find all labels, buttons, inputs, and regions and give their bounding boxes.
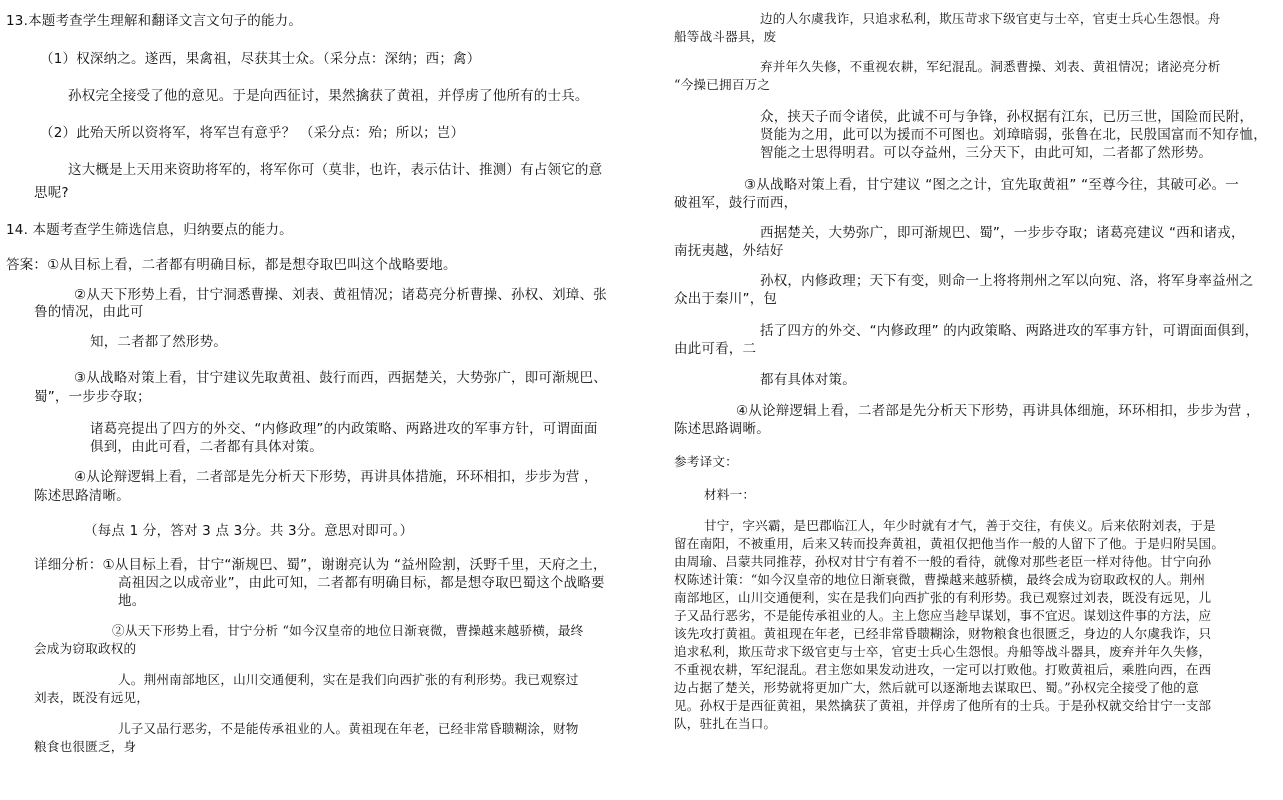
answer-point-2-line-3: 知，二者都了然形势。 xyxy=(90,334,227,350)
scoring-note: （每点 1 分，答对 3 点 3分。共 3分。意思对即可。） xyxy=(84,523,414,539)
answer-point-3-line-2: 蜀”，一步步夺取； xyxy=(34,389,151,405)
detail-strategy-line-5: 孙权，内修政理；天下有变，则命一上将将荆州之军以向宛、洛，将军身率益州之 xyxy=(760,273,1254,289)
detail-strategy-line-4: 南抚夷越，外结好 xyxy=(674,243,784,259)
left-column xyxy=(0,0,640,800)
detail-analysis-2-line-4: 刘表，既没有远见， xyxy=(34,690,150,705)
detail-strategy-line-3: 西据楚关，大势弥广，即可渐规巴、蜀”，一步步夺取；诸葛亮建议 “西和诸戎， xyxy=(760,225,1245,241)
translation-line-11: 见。孙权于是西征黄祖，果然擒获了黄祖，并俘虏了他所有的士兵。于是孙权就交给甘宁一支部 xyxy=(674,698,1212,713)
reference-translation-heading: 参考译文： xyxy=(674,454,738,469)
translation-line-2: 留在南阳，不被重用，后来又转而投奔黄祖，黄祖仅把他当作一般的人留下了他。于是归附吴国。 xyxy=(674,536,1225,551)
detail-continued-line-4: “今操已拥百万之 xyxy=(674,77,771,92)
translation-line-7: 该先攻打黄祖。黄祖现在年老，已经非常昏聩糊涂，财物粮食也很匮乏，身边的人尔虞我诈，只 xyxy=(674,626,1212,641)
answer-point-2-line-1: ②从天下形势上看，甘宁洞悉曹操、刘表、黄祖情况；诸葛亮分析曹操、孙权、刘璋、张 xyxy=(74,287,607,303)
answer-point-3-line-4: 俱到，由此可看，二者都有具体对策。 xyxy=(90,439,323,455)
detail-strategy-line-8: 由此可看，二 xyxy=(674,341,757,357)
answer-point-3-line-3: 诸葛亮提出了四方的外交、“内修政理”的内政策略、两路进攻的军事方针，可谓面面 xyxy=(90,421,598,437)
material-one-heading: 材料一： xyxy=(704,487,756,502)
translation-line-12: 队，驻扎在当口。 xyxy=(674,716,777,731)
answer-point-2-line-2: 鲁的情况，由此可 xyxy=(34,304,144,320)
translation-line-9: 不重视农耕，军纪混乱。君主您如果发动进攻，一定可以打败他。打败黄祖后，乘胜向西，在西 xyxy=(674,662,1212,677)
detail-analysis-2-line-1: ②从天下形势上看，甘宁分析 “如今汉皇帝的地位日渐衰微，曹操越来越骄横，最终 xyxy=(112,623,584,638)
question-13-2-sentence: （2）此殆天所以资将军，将军岂有意乎？ （采分点：殆；所以；岂） xyxy=(40,125,465,141)
detail-strategy-line-6: 众出于秦川”，包 xyxy=(674,291,778,307)
translation-line-8: 追求私利，欺压苛求下级官吏与士卒，官吏士兵心生怨恨。舟船等战斗器具，废弃并年久失修， xyxy=(674,644,1212,659)
detail-logic-line-1: ④从论辩逻辑上看，二者部是先分析天下形势，再讲具体细施，环环相扣，步步为营 ， xyxy=(736,403,1260,419)
detail-analysis-2-line-6: 粮食也很匮乏，身 xyxy=(34,739,137,754)
detail-continued-line-3: 弃并年久失修，不重视农耕，军纪混乱。洞悉曹操、刘表、黄祖情况；诸泌亮分析 xyxy=(760,59,1221,74)
detail-continued-line-7: 智能之士思得明君。可以夺益州，三分天下，由此可知，二者都了然形势。 xyxy=(760,145,1213,161)
detail-strategy-line-7: 括了四方的外交、“内修政理” 的内政策略、两路进攻的军事方针，可谓面面俱到， xyxy=(760,323,1259,339)
detail-analysis-2-line-5: 儿子又品行恶劣，不是能传承祖业的人。黄祖现在年老，已经非常昏聩糊涂，财物 xyxy=(118,721,579,736)
detail-continued-line-2: 船等战斗器具，废 xyxy=(674,29,777,44)
detail-analysis-line-1: 详细分析：①从目标上看，甘宁“渐规巴、蜀”，谢谢亮认为 “益州险割，沃野千里，天府之土， xyxy=(34,557,607,573)
detail-strategy-line-9: 都有具体对策。 xyxy=(760,372,856,388)
question-13-title: 13.本题考查学生理解和翻译文言文句子的能力。 xyxy=(6,13,303,29)
answer-point-1: 答案：①从目标上看，二者都有明确目标，都是想夺取巴叫这个战略要地。 xyxy=(6,257,457,273)
detail-strategy-line-1: ③从战略对策上看，甘宁建议 “图之之计，宜先取黄祖” “至尊今往，其破可必。一 xyxy=(744,177,1239,193)
detail-continued-line-5: 众，挟天子而令诸侯，此诚不可与争锋，孙权据有江东，已历三世，国险而民附， xyxy=(760,109,1254,125)
detail-analysis-line-3: 地。 xyxy=(118,593,146,609)
detail-analysis-2-line-2: 会成为窃取政权的 xyxy=(34,641,137,656)
detail-analysis-2-line-3: 人。荆州南部地区，山川交通便利，实在是我们向西扩张的有利形势。我已观察过 xyxy=(118,672,579,687)
translation-line-4: 权陈述计策：“如今汉皇帝的地位日渐衰微，曹操越来越骄横，最终会成为窃取政权的人。荆州 xyxy=(674,572,1206,587)
right-column xyxy=(660,0,1283,800)
detail-analysis-line-2: 高祖因之以成帝业”，由此可知，二者都有明确目标，都是想夺取巴蜀这个战略要 xyxy=(118,575,605,591)
translation-line-1: 甘宁，字兴霸，是巴郡临江人，年少时就有才气，善于交往，有侠义。后来依附刘表，于是 xyxy=(704,518,1216,533)
detail-continued-line-1: 边的人尔虞我诈，只追求私利，欺压苛求下级官吏与士卒，官吏士兵心生怨恨。舟 xyxy=(760,11,1221,26)
question-13-2-translation-line-1: 这大概是上天用来资助将军的，将军你可（莫非，也许，表示估计、推测）有占领它的意 xyxy=(68,162,603,178)
question-13-1-translation: 孙权完全接受了他的意见。于是向西征讨，果然擒获了黄祖，并俘虏了他所有的士兵。 xyxy=(68,88,589,104)
answer-point-4-line-2: 陈述思路清晰。 xyxy=(34,488,130,504)
answer-point-4-line-1: ④从论辩逻辑上看，二者部是先分析天下形势，再讲具体措施，环环相扣，步步为营 ， xyxy=(74,469,598,485)
answer-point-3-line-1: ③从战略对策上看，甘宁建议先取黄祖、鼓行而西，西据楚关，大势弥广，即可渐规巴、 xyxy=(74,370,607,386)
translation-line-10: 边占据了楚关，形势就将更加广大，然后就可以逐渐地去谋取巴、蜀。”孙权完全接受了他的意 xyxy=(674,680,1199,695)
question-13-1-sentence: （1）权深纳之。遂西，果禽祖，尽获其士众。（采分点：深纳；西；禽） xyxy=(40,51,481,67)
question-13-2-translation-line-2: 思呢? xyxy=(34,185,69,201)
translation-line-3: 由周瑜、吕蒙共同推荐，孙权对甘宁有着不一般的看待，就像对那些老臣一样对待他。甘宁向孙 xyxy=(674,554,1212,569)
detail-logic-line-2: 陈述思路调晰。 xyxy=(674,421,770,437)
question-14-title: 14. 本题考查学生筛选信息，归纳要点的能力。 xyxy=(6,222,293,238)
translation-line-6: 子又品行恶劣，不是能传承祖业的人。主上您应当趁早谋划，事不宜迟。谋划这件事的方法，应 xyxy=(674,608,1212,623)
detail-strategy-line-2: 破祖军，鼓行而西， xyxy=(674,195,798,211)
translation-line-5: 南部地区，山川交通便利，实在是我们向西扩张的有利形势。我已观察过刘表，既没有远见，儿 xyxy=(674,590,1212,605)
detail-continued-line-6: 贤能为之用，此可以为援而不可图也。刘璋暗弱，张鲁在北，民殷国富而不知存恤， xyxy=(760,127,1267,143)
